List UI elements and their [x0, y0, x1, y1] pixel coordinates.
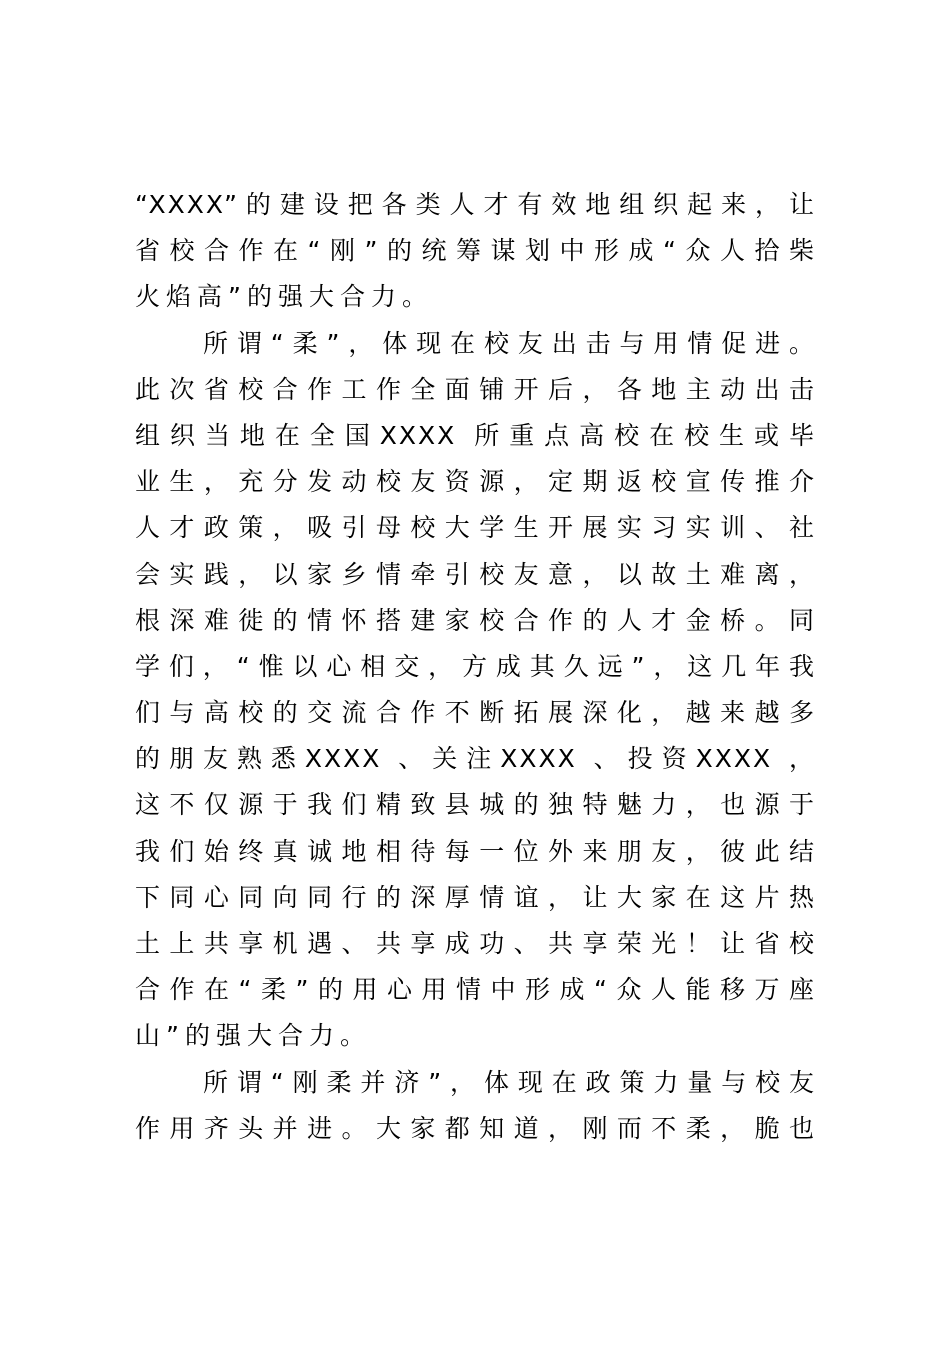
- text-line: 下同心同向同行的深厚情谊，让大家在这片热: [135, 882, 816, 912]
- text-line: 组织当地在全国XXXX 所重点高校在校生或毕: [135, 420, 816, 450]
- text-line: 合作在“柔”的用心用情中形成“众人能移万座: [135, 975, 816, 1005]
- text-line: “XXXX”的建设把各类人才有效地组织起来，让: [135, 190, 816, 219]
- text-line: 所谓“刚柔并济”，体现在政策力量与校友: [203, 1067, 816, 1097]
- text-line: 我们始终真诚地相待每一位外来朋友，彼此结: [135, 836, 816, 866]
- text-line: 省校合作在“刚”的统筹谋划中形成“众人拾柴: [135, 236, 816, 266]
- paragraph-1: [135, 182, 816, 321]
- text-line: 学们，“惟以心相交，方成其久远”，这几年我: [135, 651, 816, 681]
- text-line: 作用齐头并进。大家都知道，刚而不柔，脆也: [135, 1113, 816, 1143]
- document-page: [135, 182, 816, 1152]
- text-line: 会实践，以家乡情牵引校友意，以故土难离，: [135, 559, 816, 589]
- text-line: 人才政策，吸引母校大学生开展实习实训、社: [135, 513, 816, 543]
- text-line: 土上共享机遇、共享成功、共享荣光！让省校: [135, 929, 816, 958]
- text-line: 此次省校合作工作全面铺开后，各地主动出击: [135, 374, 816, 404]
- text-line: 的朋友熟悉XXXX 、关注XXXX 、投资XXXX ，: [135, 744, 816, 774]
- paragraph-3: [135, 1060, 816, 1152]
- text-line: 所谓“柔”，体现在校友出击与用情促进。: [203, 328, 816, 358]
- text-line: 山”的强大合力。: [135, 1021, 371, 1051]
- text-line: 火焰高”的强大合力。: [135, 282, 433, 312]
- paragraph-2: [135, 321, 816, 1060]
- text-line: 根深难徙的情怀搭建家校合作的人才金桥。同: [135, 605, 816, 635]
- text-line: 这不仅源于我们精致县城的独特魅力，也源于: [135, 790, 816, 820]
- text-line: 们与高校的交流合作不断拓展深化，越来越多: [135, 698, 816, 728]
- text-line: 业生，充分发动校友资源，定期返校宣传推介: [135, 467, 816, 497]
